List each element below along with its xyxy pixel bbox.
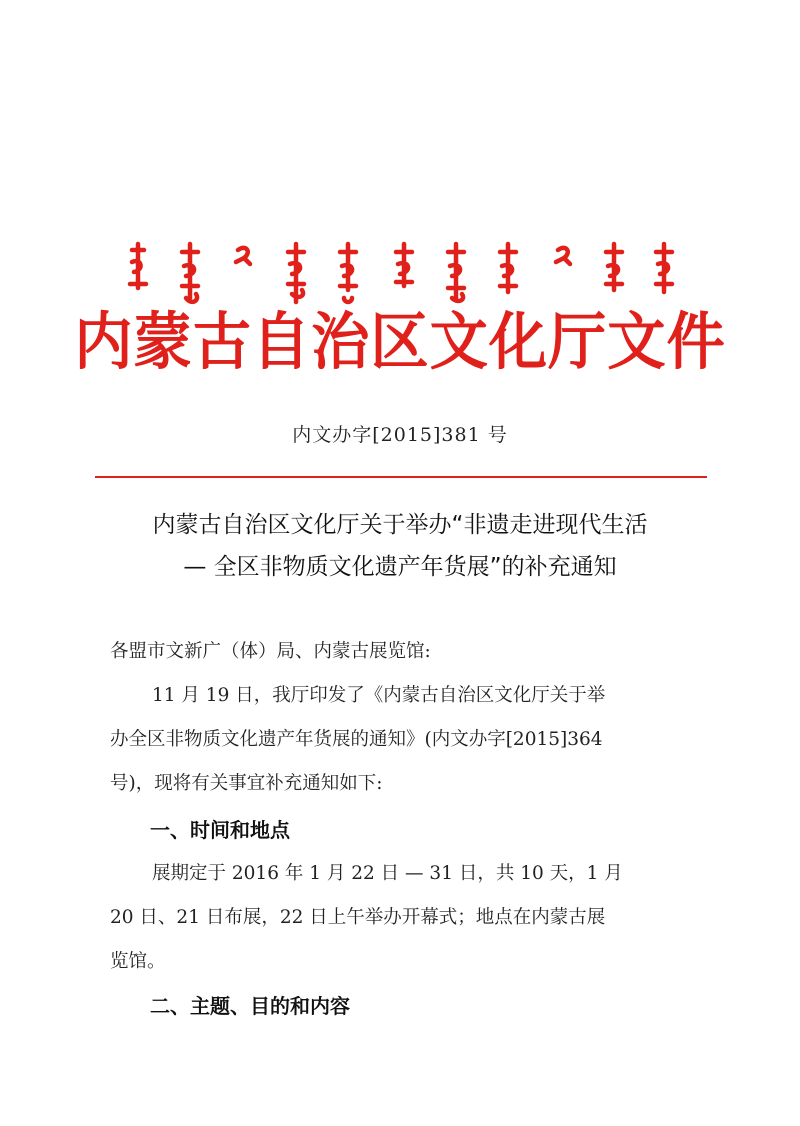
salutation: 各盟市文新广（体）局、内蒙古展览馆: xyxy=(110,641,431,662)
section-1-heading: 一、时间和地点 xyxy=(150,818,290,842)
paragraph-1-line-2: 办全区非物质文化遗产年货展的通知》(内文办字[2015]364 xyxy=(110,729,603,750)
document-title-line-2: — 全区非物质文化遗产年货展”的补充通知 xyxy=(183,554,617,580)
red-divider-line xyxy=(95,476,707,478)
paragraph-2-line-2: 20 日、21 日布展，22 日上午举办开幕式；地点在内蒙古展 xyxy=(110,907,606,928)
paragraph-2-line-3: 览馆。 xyxy=(110,951,166,972)
document-title xyxy=(0,504,800,588)
document-number: 内文办字[2015]381 号 xyxy=(292,424,508,446)
paragraph-2-line-1: 展期定于 2016 年 1 月 22 日 — 31 日，共 10 天，1 月 xyxy=(152,863,623,884)
section-2-heading: 二、主题、目的和内容 xyxy=(150,994,350,1018)
paragraph-1-line-1: 11 月 19 日，我厅印发了《内蒙古自治区文化厅关于举 xyxy=(152,685,606,706)
paragraph-1-line-3: 号)，现将有关事宜补充通知如下: xyxy=(110,773,383,794)
issuing-organization-title: 内蒙古自治区文化厅文件 xyxy=(74,305,726,378)
document-title-line-1: 内蒙古自治区文化厅关于举办“非遗走进现代生活 xyxy=(152,512,648,538)
